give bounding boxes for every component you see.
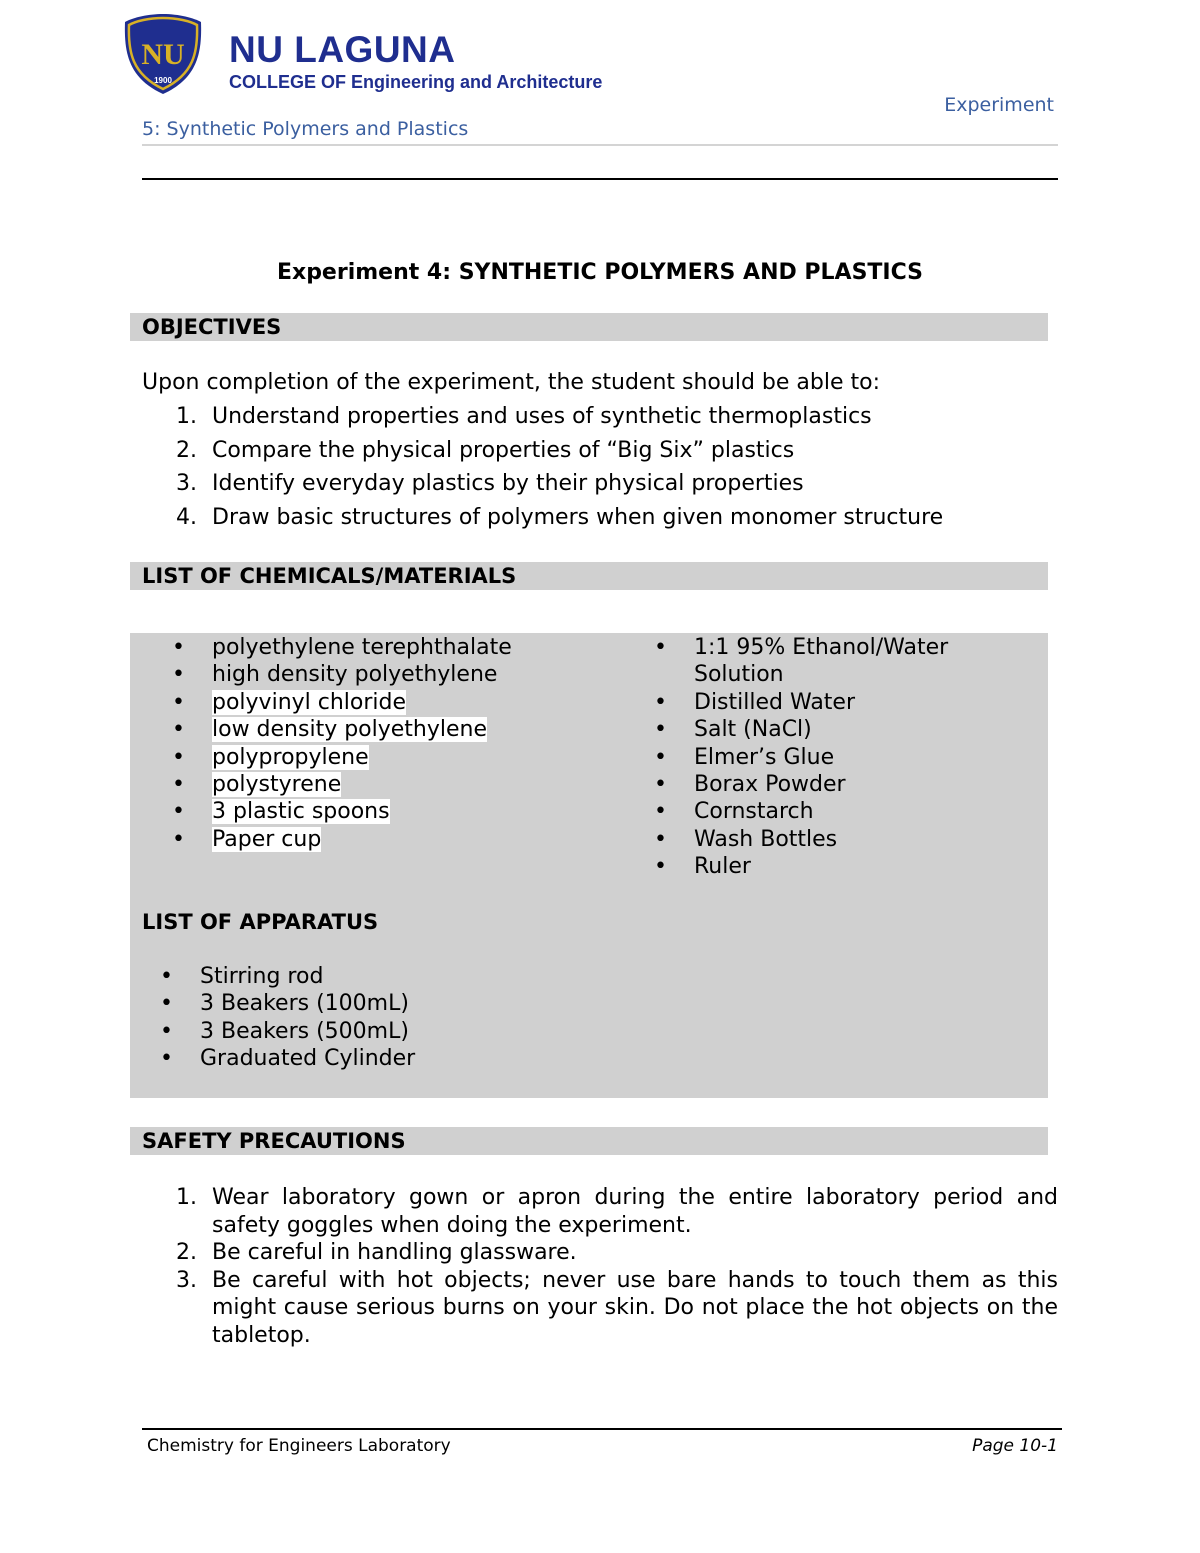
material-item [654,689,1014,716]
objective-text: Draw basic structures of polymers when given monomer structure [212,504,944,530]
material-item [654,798,1014,825]
bullet-icon: • [654,635,667,660]
materials-list-right [654,634,1014,881]
bullet-icon: • [654,826,667,852]
objectives-heading: OBJECTIVES [130,313,1048,341]
materials-list-left [172,634,512,853]
material-item [654,744,1014,771]
material-text: 1:1 95% Ethanol/Water Solution [694,635,949,688]
objectives-list [142,400,943,534]
material-item [654,771,1014,798]
material-text: polyvinyl chloride [212,689,407,715]
bullet-icon: • [172,689,185,715]
material-text: Elmer’s Glue [694,744,835,770]
objective-text: Identify everyday plastics by their physical properties [212,471,804,496]
apparatus-item [160,990,415,1017]
logo-monogram: NU [141,38,185,71]
apparatus-text: Stirring rod [200,964,324,989]
objective-number: 1. [176,404,197,429]
material-text: high density polyethylene [212,662,498,688]
safety-number: 3. [176,1267,197,1293]
material-item [172,744,512,771]
bullet-icon: • [172,662,185,688]
bullet-icon: • [654,799,667,825]
objective-item [142,434,943,468]
objective-item [142,467,943,501]
header-divider [142,178,1058,180]
material-item [172,771,512,798]
objective-number: 4. [176,504,197,530]
header-experiment-title: 5: Synthetic Polymers and Plastics [142,118,469,140]
material-text: Paper cup [212,826,322,852]
safety-list [142,1184,1058,1349]
safety-text: Wear laboratory gown or apron during the entire laboratory period and safety goggles when doing the experiment. [212,1185,1058,1238]
bullet-icon: • [160,1046,173,1072]
bullet-icon: • [172,772,185,798]
bullet-icon: • [172,744,185,770]
objective-number: 2. [176,437,197,463]
material-text: Cornstarch [694,799,814,825]
org-name: NU LAGUNA [229,29,456,70]
materials-heading: LIST OF CHEMICALS/MATERIALS [130,562,1048,590]
material-item [172,826,512,853]
safety-heading: SAFETY PRECAUTIONS [130,1127,1048,1155]
bullet-icon: • [654,744,667,770]
bullet-icon: • [172,717,185,743]
bullet-icon: • [654,717,667,743]
safety-item [142,1239,1058,1267]
footer-course-name: Chemistry for Engineers Laboratory [147,1436,451,1456]
bullet-icon: • [654,772,667,798]
objective-item [142,501,943,535]
material-item [172,661,512,688]
objective-text: Compare the physical properties of “Big Six” plastics [212,437,795,463]
apparatus-item [160,1045,415,1072]
header-experiment-label: Experiment [944,94,1054,116]
bullet-icon: • [160,1018,173,1044]
apparatus-item [160,1018,415,1045]
objectives-intro: Upon completion of the experiment, the student should be able to: [142,370,880,395]
material-item [654,853,1014,880]
bullet-icon: • [654,689,667,715]
objective-text: Understand properties and uses of synthetic thermoplastics [212,404,872,429]
safety-text: Be careful with hot objects; never use bare hands to touch them as this might cause serious burns on your skin. Do not place the hot objects on the tabletop. [212,1267,1058,1348]
header-divider-thin [142,144,1058,146]
safety-text: Be careful in handling glassware. [212,1240,577,1265]
material-item [654,634,1014,689]
material-text: Ruler [694,854,751,880]
material-text: polypropylene [212,744,369,770]
safety-number: 1. [176,1185,197,1210]
material-item [172,634,512,661]
bullet-icon: • [160,991,173,1017]
apparatus-item [160,963,415,990]
material-item [172,798,512,825]
material-text: low density polyethylene [212,717,488,743]
material-text: Borax Powder [694,772,846,798]
apparatus-text: 3 Beakers (100mL) [200,991,409,1017]
apparatus-heading: LIST OF APPARATUS [142,910,379,934]
objective-number: 3. [176,471,197,496]
material-text: Distilled Water [694,689,856,715]
nu-shield-logo-icon [122,12,204,96]
bullet-icon: • [172,635,185,660]
material-item [654,826,1014,853]
safety-number: 2. [176,1240,197,1265]
material-item [172,689,512,716]
material-text: Wash Bottles [694,826,838,852]
material-text: polyethylene terephthalate [212,635,512,660]
footer-page-number: Page 10-1 [972,1436,1058,1456]
bullet-icon: • [172,799,185,825]
logo-year: 1900 [154,76,172,85]
footer-divider [142,1428,1062,1430]
bullet-icon: • [160,964,173,989]
objective-item [142,400,943,434]
apparatus-list [160,963,415,1073]
safety-item [142,1184,1058,1239]
bullet-icon: • [172,826,185,852]
material-item [654,716,1014,743]
material-text: polystyrene [212,772,342,798]
bullet-icon: • [654,854,667,880]
material-text: 3 plastic spoons [212,799,390,825]
apparatus-text: Graduated Cylinder [200,1046,416,1072]
page-title: Experiment 4: SYNTHETIC POLYMERS AND PLASTICS [276,260,924,285]
apparatus-text: 3 Beakers (500mL) [200,1018,409,1044]
material-text: Salt (NaCl) [694,717,812,743]
college-name: COLLEGE OF Engineering and Architecture [229,72,603,92]
material-item [172,716,512,743]
safety-item [142,1267,1058,1350]
